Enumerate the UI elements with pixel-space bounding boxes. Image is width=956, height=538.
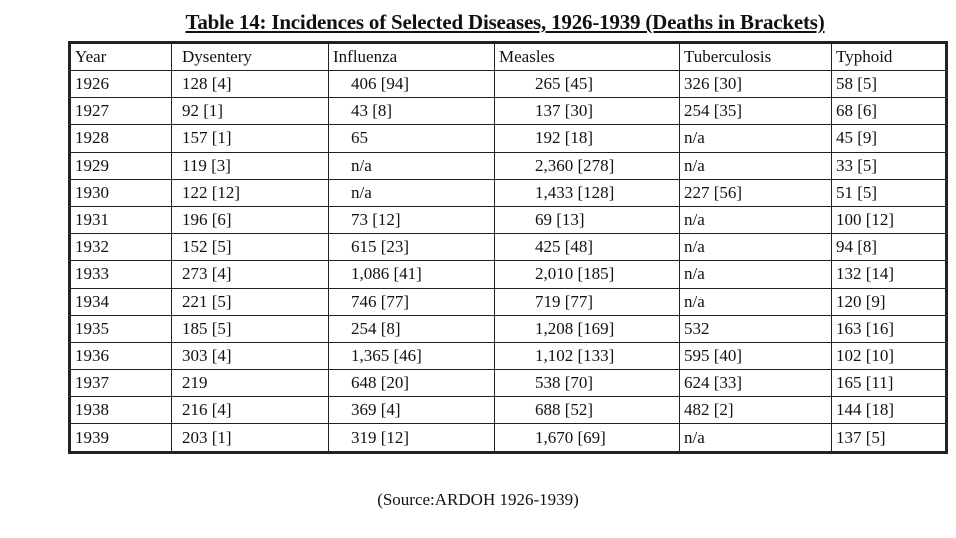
cell-measles: 137 [30] [495, 98, 680, 125]
cell-influenza: 65 [329, 125, 495, 152]
cell-year: 1930 [70, 179, 172, 206]
cell-year: 1926 [70, 71, 172, 98]
cell-measles: 425 [48] [495, 234, 680, 261]
cell-tuberculosis: 482 [2] [680, 397, 832, 424]
cell-dysentery: 92 [1] [172, 98, 329, 125]
column-header-influenza: Influenza [329, 43, 495, 71]
cell-tuberculosis: 624 [33] [680, 370, 832, 397]
cell-typhoid: 137 [5] [832, 424, 947, 452]
cell-year: 1937 [70, 370, 172, 397]
cell-typhoid: 102 [10] [832, 342, 947, 369]
cell-year: 1928 [70, 125, 172, 152]
cell-tuberculosis: n/a [680, 288, 832, 315]
header-row [70, 43, 947, 71]
cell-tuberculosis: 254 [35] [680, 98, 832, 125]
cell-dysentery: 119 [3] [172, 152, 329, 179]
cell-tuberculosis: n/a [680, 261, 832, 288]
cell-dysentery: 303 [4] [172, 342, 329, 369]
cell-influenza: 1,365 [46] [329, 342, 495, 369]
cell-influenza: 406 [94] [329, 71, 495, 98]
cell-influenza: 43 [8] [329, 98, 495, 125]
cell-tuberculosis: 326 [30] [680, 71, 832, 98]
cell-measles: 265 [45] [495, 71, 680, 98]
cell-influenza: 369 [4] [329, 397, 495, 424]
cell-dysentery: 273 [4] [172, 261, 329, 288]
cell-year: 1927 [70, 98, 172, 125]
cell-typhoid: 144 [18] [832, 397, 947, 424]
cell-measles: 1,433 [128] [495, 179, 680, 206]
cell-dysentery: 157 [1] [172, 125, 329, 152]
cell-measles: 69 [13] [495, 206, 680, 233]
cell-dysentery: 203 [1] [172, 424, 329, 452]
cell-typhoid: 45 [9] [832, 125, 947, 152]
cell-measles: 1,102 [133] [495, 342, 680, 369]
cell-influenza: n/a [329, 179, 495, 206]
cell-tuberculosis: n/a [680, 152, 832, 179]
cell-measles: 688 [52] [495, 397, 680, 424]
table-row [70, 288, 947, 315]
cell-typhoid: 68 [6] [832, 98, 947, 125]
cell-dysentery: 152 [5] [172, 234, 329, 261]
cell-year: 1934 [70, 288, 172, 315]
cell-typhoid: 165 [11] [832, 370, 947, 397]
cell-year: 1932 [70, 234, 172, 261]
cell-tuberculosis: 595 [40] [680, 342, 832, 369]
table-row [70, 71, 947, 98]
cell-measles: 192 [18] [495, 125, 680, 152]
cell-typhoid: 120 [9] [832, 288, 947, 315]
table-row [70, 234, 947, 261]
cell-tuberculosis: n/a [680, 424, 832, 452]
column-header-year: Year [70, 43, 172, 71]
cell-influenza: 648 [20] [329, 370, 495, 397]
cell-dysentery: 221 [5] [172, 288, 329, 315]
cell-measles: 2,010 [185] [495, 261, 680, 288]
cell-influenza: 746 [77] [329, 288, 495, 315]
cell-tuberculosis: 227 [56] [680, 179, 832, 206]
cell-year: 1936 [70, 342, 172, 369]
cell-influenza: 319 [12] [329, 424, 495, 452]
cell-typhoid: 100 [12] [832, 206, 947, 233]
cell-tuberculosis: 532 [680, 315, 832, 342]
cell-year: 1935 [70, 315, 172, 342]
column-header-dysentery: Dysentery [172, 43, 329, 71]
cell-measles: 1,208 [169] [495, 315, 680, 342]
cell-dysentery: 216 [4] [172, 397, 329, 424]
cell-year: 1939 [70, 424, 172, 452]
cell-year: 1929 [70, 152, 172, 179]
cell-influenza: 1,086 [41] [329, 261, 495, 288]
cell-typhoid: 33 [5] [832, 152, 947, 179]
table-row [70, 206, 947, 233]
cell-year: 1931 [70, 206, 172, 233]
table-row [70, 98, 947, 125]
cell-influenza: 615 [23] [329, 234, 495, 261]
cell-dysentery: 219 [172, 370, 329, 397]
cell-year: 1933 [70, 261, 172, 288]
table-row [70, 342, 947, 369]
table-row [70, 125, 947, 152]
cell-dysentery: 128 [4] [172, 71, 329, 98]
table-row [70, 261, 947, 288]
cell-dysentery: 185 [5] [172, 315, 329, 342]
cell-typhoid: 132 [14] [832, 261, 947, 288]
table-title: Table 14: Incidences of Selected Diseases, 1926-1939 (Deaths in Brackets) [185, 10, 825, 34]
table-row [70, 397, 947, 424]
cell-measles: 1,670 [69] [495, 424, 680, 452]
cell-year: 1938 [70, 397, 172, 424]
table-row [70, 315, 947, 342]
cell-typhoid: 94 [8] [832, 234, 947, 261]
cell-tuberculosis: n/a [680, 206, 832, 233]
cell-measles: 719 [77] [495, 288, 680, 315]
column-header-measles: Measles [495, 43, 680, 71]
cell-measles: 2,360 [278] [495, 152, 680, 179]
diseases-table [68, 41, 948, 454]
cell-typhoid: 163 [16] [832, 315, 947, 342]
column-header-typhoid: Typhoid [832, 43, 947, 71]
table-row [70, 179, 947, 206]
cell-dysentery: 122 [12] [172, 179, 329, 206]
cell-typhoid: 58 [5] [832, 71, 947, 98]
cell-dysentery: 196 [6] [172, 206, 329, 233]
cell-influenza: 254 [8] [329, 315, 495, 342]
source-note: (Source:ARDOH 1926-1939) [377, 490, 579, 509]
cell-influenza: n/a [329, 152, 495, 179]
cell-tuberculosis: n/a [680, 125, 832, 152]
column-header-tuberculosis: Tuberculosis [680, 43, 832, 71]
cell-measles: 538 [70] [495, 370, 680, 397]
table-row [70, 370, 947, 397]
cell-influenza: 73 [12] [329, 206, 495, 233]
table-row [70, 424, 947, 452]
cell-tuberculosis: n/a [680, 234, 832, 261]
cell-typhoid: 51 [5] [832, 179, 947, 206]
table-row [70, 152, 947, 179]
